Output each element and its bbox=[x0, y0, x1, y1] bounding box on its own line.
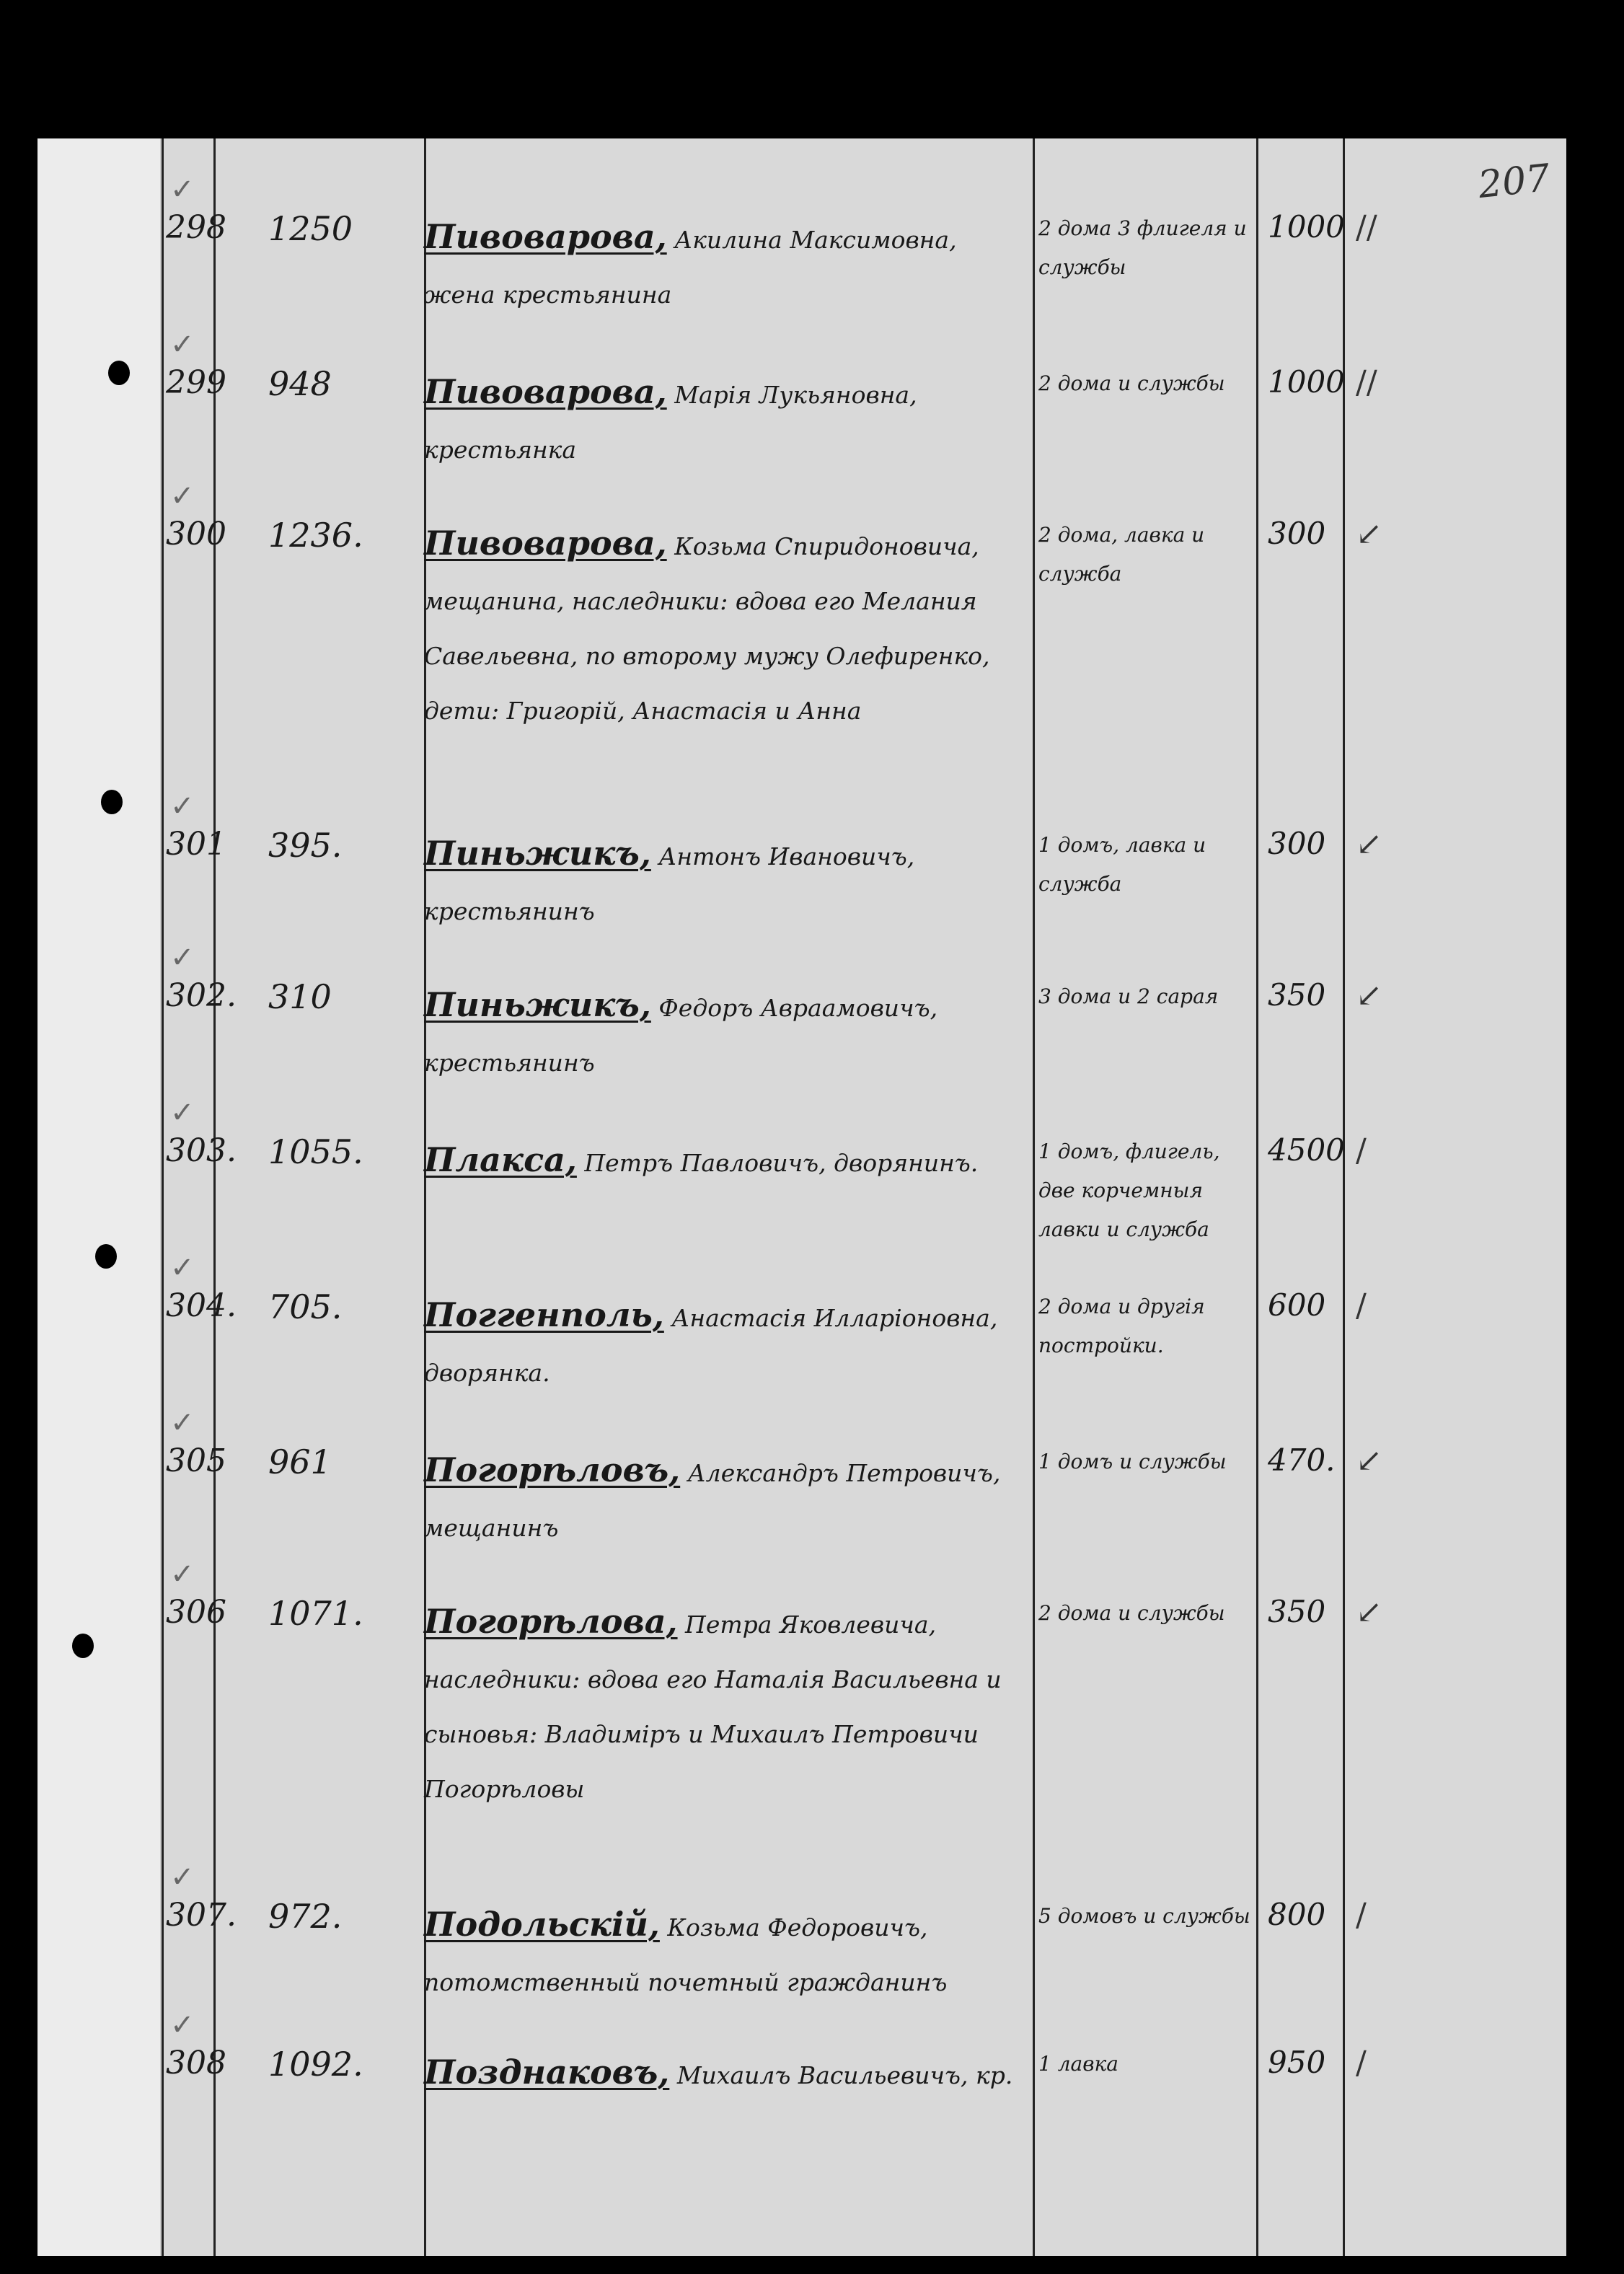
owner-description: Петръ Павловичъ, дворянинъ. bbox=[584, 1149, 979, 1177]
assessed-value: 470. bbox=[1268, 1442, 1336, 1478]
assessed-value: 4500 bbox=[1268, 1132, 1345, 1168]
checkmark-icon: ✓ bbox=[170, 1251, 195, 1284]
register-number: 1236. bbox=[268, 516, 363, 555]
row-number: 305 bbox=[166, 1442, 226, 1479]
page-number: 207 bbox=[1476, 156, 1553, 208]
property-description: 5 домовъ и службы bbox=[1038, 1904, 1250, 1928]
owner-surname: Подольскій, bbox=[424, 1905, 660, 1944]
property-description: 1 лавка bbox=[1038, 2052, 1118, 2076]
owner-surname: Позднаковъ, bbox=[424, 2053, 670, 2092]
verification-mark: / bbox=[1356, 1132, 1367, 1169]
verification-mark: // bbox=[1356, 209, 1377, 246]
checkmark-icon: ✓ bbox=[170, 173, 195, 206]
assessed-value: 1000 bbox=[1268, 364, 1345, 400]
owner-description: Козьма Спиридоновича, мещанина, наследники: вдова его Мелания Савельевна, по второму мужу Олефиренко, дети: Григорій, Анастасія и Анна bbox=[424, 532, 990, 725]
column-rule-2 bbox=[213, 138, 216, 2256]
owner-surname: Погорѣловъ, bbox=[424, 1450, 681, 1489]
property-description: 3 дома и 2 сарая bbox=[1038, 984, 1219, 1008]
register-number: 961 bbox=[268, 1442, 332, 1481]
checkmark-icon: ✓ bbox=[170, 1861, 195, 1894]
owner-entry bbox=[424, 516, 1030, 739]
register-number: 1055. bbox=[268, 1132, 363, 1171]
owner-description: Михаилъ Васильевичъ, кр. bbox=[676, 2061, 1013, 2089]
verification-mark: ↙ bbox=[1356, 826, 1382, 863]
punch-hole bbox=[95, 1244, 117, 1269]
assessed-value: 950 bbox=[1268, 2045, 1326, 2080]
checkmark-icon: ✓ bbox=[170, 790, 195, 823]
verification-mark: ↙ bbox=[1356, 516, 1382, 552]
verification-mark: / bbox=[1356, 1287, 1367, 1324]
owner-entry bbox=[424, 364, 1030, 477]
property-description: 1 домъ, лавка и служба bbox=[1038, 833, 1206, 896]
owner-entry bbox=[424, 1132, 1030, 1191]
register-number: 1250 bbox=[268, 209, 353, 248]
owner-entry bbox=[424, 826, 1030, 939]
property-description: 2 дома 3 флигеля и службы bbox=[1038, 216, 1247, 279]
owner-description: Александръ Петровичъ, мещанинъ bbox=[424, 1459, 1001, 1542]
owner-description: Акилина Максимовна, жена крестьянина bbox=[424, 226, 957, 309]
checkmark-icon: ✓ bbox=[170, 1406, 195, 1440]
row-number: 302. bbox=[166, 977, 237, 1014]
row-number: 299 bbox=[166, 364, 226, 401]
assessed-value: 800 bbox=[1268, 1897, 1326, 1932]
assessed-value: 600 bbox=[1268, 1287, 1326, 1323]
row-number: 304. bbox=[166, 1287, 237, 1324]
owner-description: Антонъ Ивановичъ, крестьянинъ bbox=[424, 842, 915, 925]
checkmark-icon: ✓ bbox=[170, 1096, 195, 1129]
register-number: 705. bbox=[268, 1287, 343, 1326]
owner-description: Петра Яковлевича, наследники: вдова его Наталія Васильевна и сыновья: Владиміръ и Михаилъ Петровичи Погорѣловы bbox=[424, 1610, 1002, 1803]
verification-mark: // bbox=[1356, 364, 1377, 401]
owner-description: Федоръ Авраамовичъ, крестьянинъ bbox=[424, 994, 938, 1077]
assessed-value: 300 bbox=[1268, 516, 1326, 551]
owner-surname: Поггенполь, bbox=[424, 1295, 664, 1334]
owner-surname: Погорѣлова, bbox=[424, 1602, 678, 1641]
assessed-value: 350 bbox=[1268, 1594, 1326, 1629]
binding-margin bbox=[37, 138, 162, 2256]
register-number: 948 bbox=[268, 364, 332, 403]
owner-entry bbox=[424, 2045, 1030, 2103]
property-description: 1 домъ, флигель, две корчемныя лавки и служба bbox=[1038, 1140, 1220, 1241]
verification-mark: ↙ bbox=[1356, 1442, 1382, 1479]
owner-entry bbox=[424, 1287, 1030, 1401]
row-number: 301 bbox=[166, 826, 226, 863]
owner-entry bbox=[424, 977, 1030, 1090]
register-number: 972. bbox=[268, 1897, 343, 1936]
assessed-value: 1000 bbox=[1268, 209, 1345, 244]
property-description: 2 дома, лавка и служба bbox=[1038, 523, 1205, 586]
register-number: 1071. bbox=[268, 1594, 363, 1633]
owner-description: Козьма Федоровичъ, потомственный почетный гражданинъ bbox=[424, 1913, 948, 1996]
row-number: 300 bbox=[166, 516, 226, 552]
owner-entry bbox=[424, 1594, 1030, 1817]
row-number: 307. bbox=[166, 1897, 237, 1934]
checkmark-icon: ✓ bbox=[170, 328, 195, 361]
owner-surname: Пивоварова, bbox=[424, 217, 667, 256]
owner-surname: Пивоварова, bbox=[424, 372, 667, 411]
row-number: 298 bbox=[166, 209, 226, 246]
verification-mark: / bbox=[1356, 2045, 1367, 2081]
punch-hole bbox=[108, 361, 130, 385]
checkmark-icon: ✓ bbox=[170, 941, 195, 974]
property-description: 2 дома и службы bbox=[1038, 1601, 1225, 1625]
assessed-value: 350 bbox=[1268, 977, 1326, 1013]
column-rule-6 bbox=[1343, 138, 1345, 2256]
checkmark-icon: ✓ bbox=[170, 480, 195, 513]
verification-mark: / bbox=[1356, 1897, 1367, 1934]
column-rule-4 bbox=[1033, 138, 1035, 2256]
owner-entry bbox=[424, 1442, 1030, 1556]
owner-description: Анастасія Илларіоновна, дворянка. bbox=[424, 1304, 998, 1387]
assessed-value: 300 bbox=[1268, 826, 1326, 861]
register-number: 395. bbox=[268, 826, 343, 865]
row-number: 306 bbox=[166, 1594, 226, 1631]
owner-entry bbox=[424, 1897, 1030, 2010]
register-number: 1092. bbox=[268, 2045, 363, 2084]
owner-surname: Пивоварова, bbox=[424, 524, 667, 563]
owner-entry bbox=[424, 209, 1030, 322]
owner-surname: Плакса, bbox=[424, 1140, 577, 1179]
checkmark-icon: ✓ bbox=[170, 1558, 195, 1591]
owner-description: Марія Лукьяновна, крестьянка bbox=[424, 381, 917, 464]
checkmark-icon: ✓ bbox=[170, 2009, 195, 2042]
property-description: 2 дома и службы bbox=[1038, 371, 1225, 395]
register-number: 310 bbox=[268, 977, 332, 1016]
row-number: 308 bbox=[166, 2045, 226, 2081]
column-rule-5 bbox=[1256, 138, 1258, 2256]
row-number: 303. bbox=[166, 1132, 237, 1169]
verification-mark: ↙ bbox=[1356, 1594, 1382, 1631]
owner-surname: Пиньжикъ, bbox=[424, 834, 651, 873]
column-rule-1 bbox=[162, 138, 164, 2256]
punch-hole bbox=[101, 790, 123, 814]
punch-hole bbox=[72, 1634, 94, 1658]
owner-surname: Пиньжикъ, bbox=[424, 985, 651, 1024]
property-description: 2 дома и другія постройки. bbox=[1038, 1295, 1205, 1357]
verification-mark: ↙ bbox=[1356, 977, 1382, 1014]
property-description: 1 домъ и службы bbox=[1038, 1450, 1227, 1473]
